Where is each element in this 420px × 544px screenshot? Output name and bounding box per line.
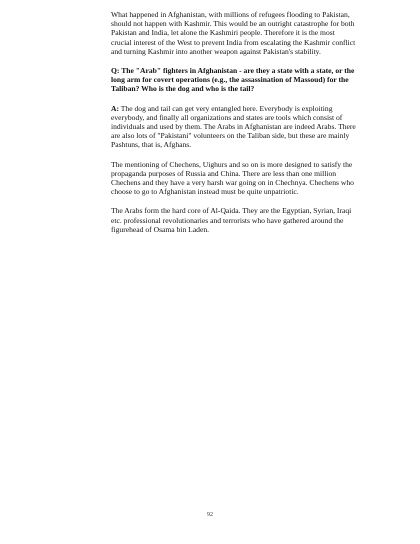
document-body	[111, 10, 356, 244]
paragraph-kashmir: What happened in Afghanistan, with millions of refugees flooding to Pakistan, should not happen with Kashmir. This would be an outright catastrophe for both Pakistan and India, let alone the Kashmiri people. Therefore it is the most crucial interest of the West to prevent India from escalating the Kashmir conflict and turning Kashmir into another weapon against Pakistan's stability.	[111, 10, 356, 56]
answer-paragraph	[111, 104, 356, 150]
answer-text: The dog and tail can get very entangled here. Everybody is exploiting everybody, and finally all organizations and states are tools which consist of individuals and used by them. The Arabs in Afghanistan are indeed Arabs. There are also lots of "Pakistani" volunteers on the Taliban side, but these are mainly Pashtuns, that is, Afghans.	[111, 103, 356, 150]
paragraph-chechens: The mentioning of Chechens, Uighurs and so on is more designed to satisfy the propaganda purposes of Russia and China. There are less than one million Chechens and they have a very harsh war going on in Chechnya. Chechens who choose to go to Afghanistan instead must be quite unpatriotic.	[111, 159, 354, 197]
paragraph-al-qaida: The Arabs form the hard core of Al-Qaida. They are the Egyptian, Syrian, Iraqi etc. professional revolutionaries and terrorists who have gathered around the figurehead of Osama bin Laden.	[111, 206, 352, 234]
answer-label: A:	[111, 103, 120, 113]
question-paragraph: Q: The "Arab" fighters in Afghanistan - are they a state with a state, or the long arm for covert operations (e.g., the assassination of Massoud) for the Taliban? Who is the dog and who is the tail?	[111, 66, 355, 94]
page-number: 92	[207, 512, 213, 518]
